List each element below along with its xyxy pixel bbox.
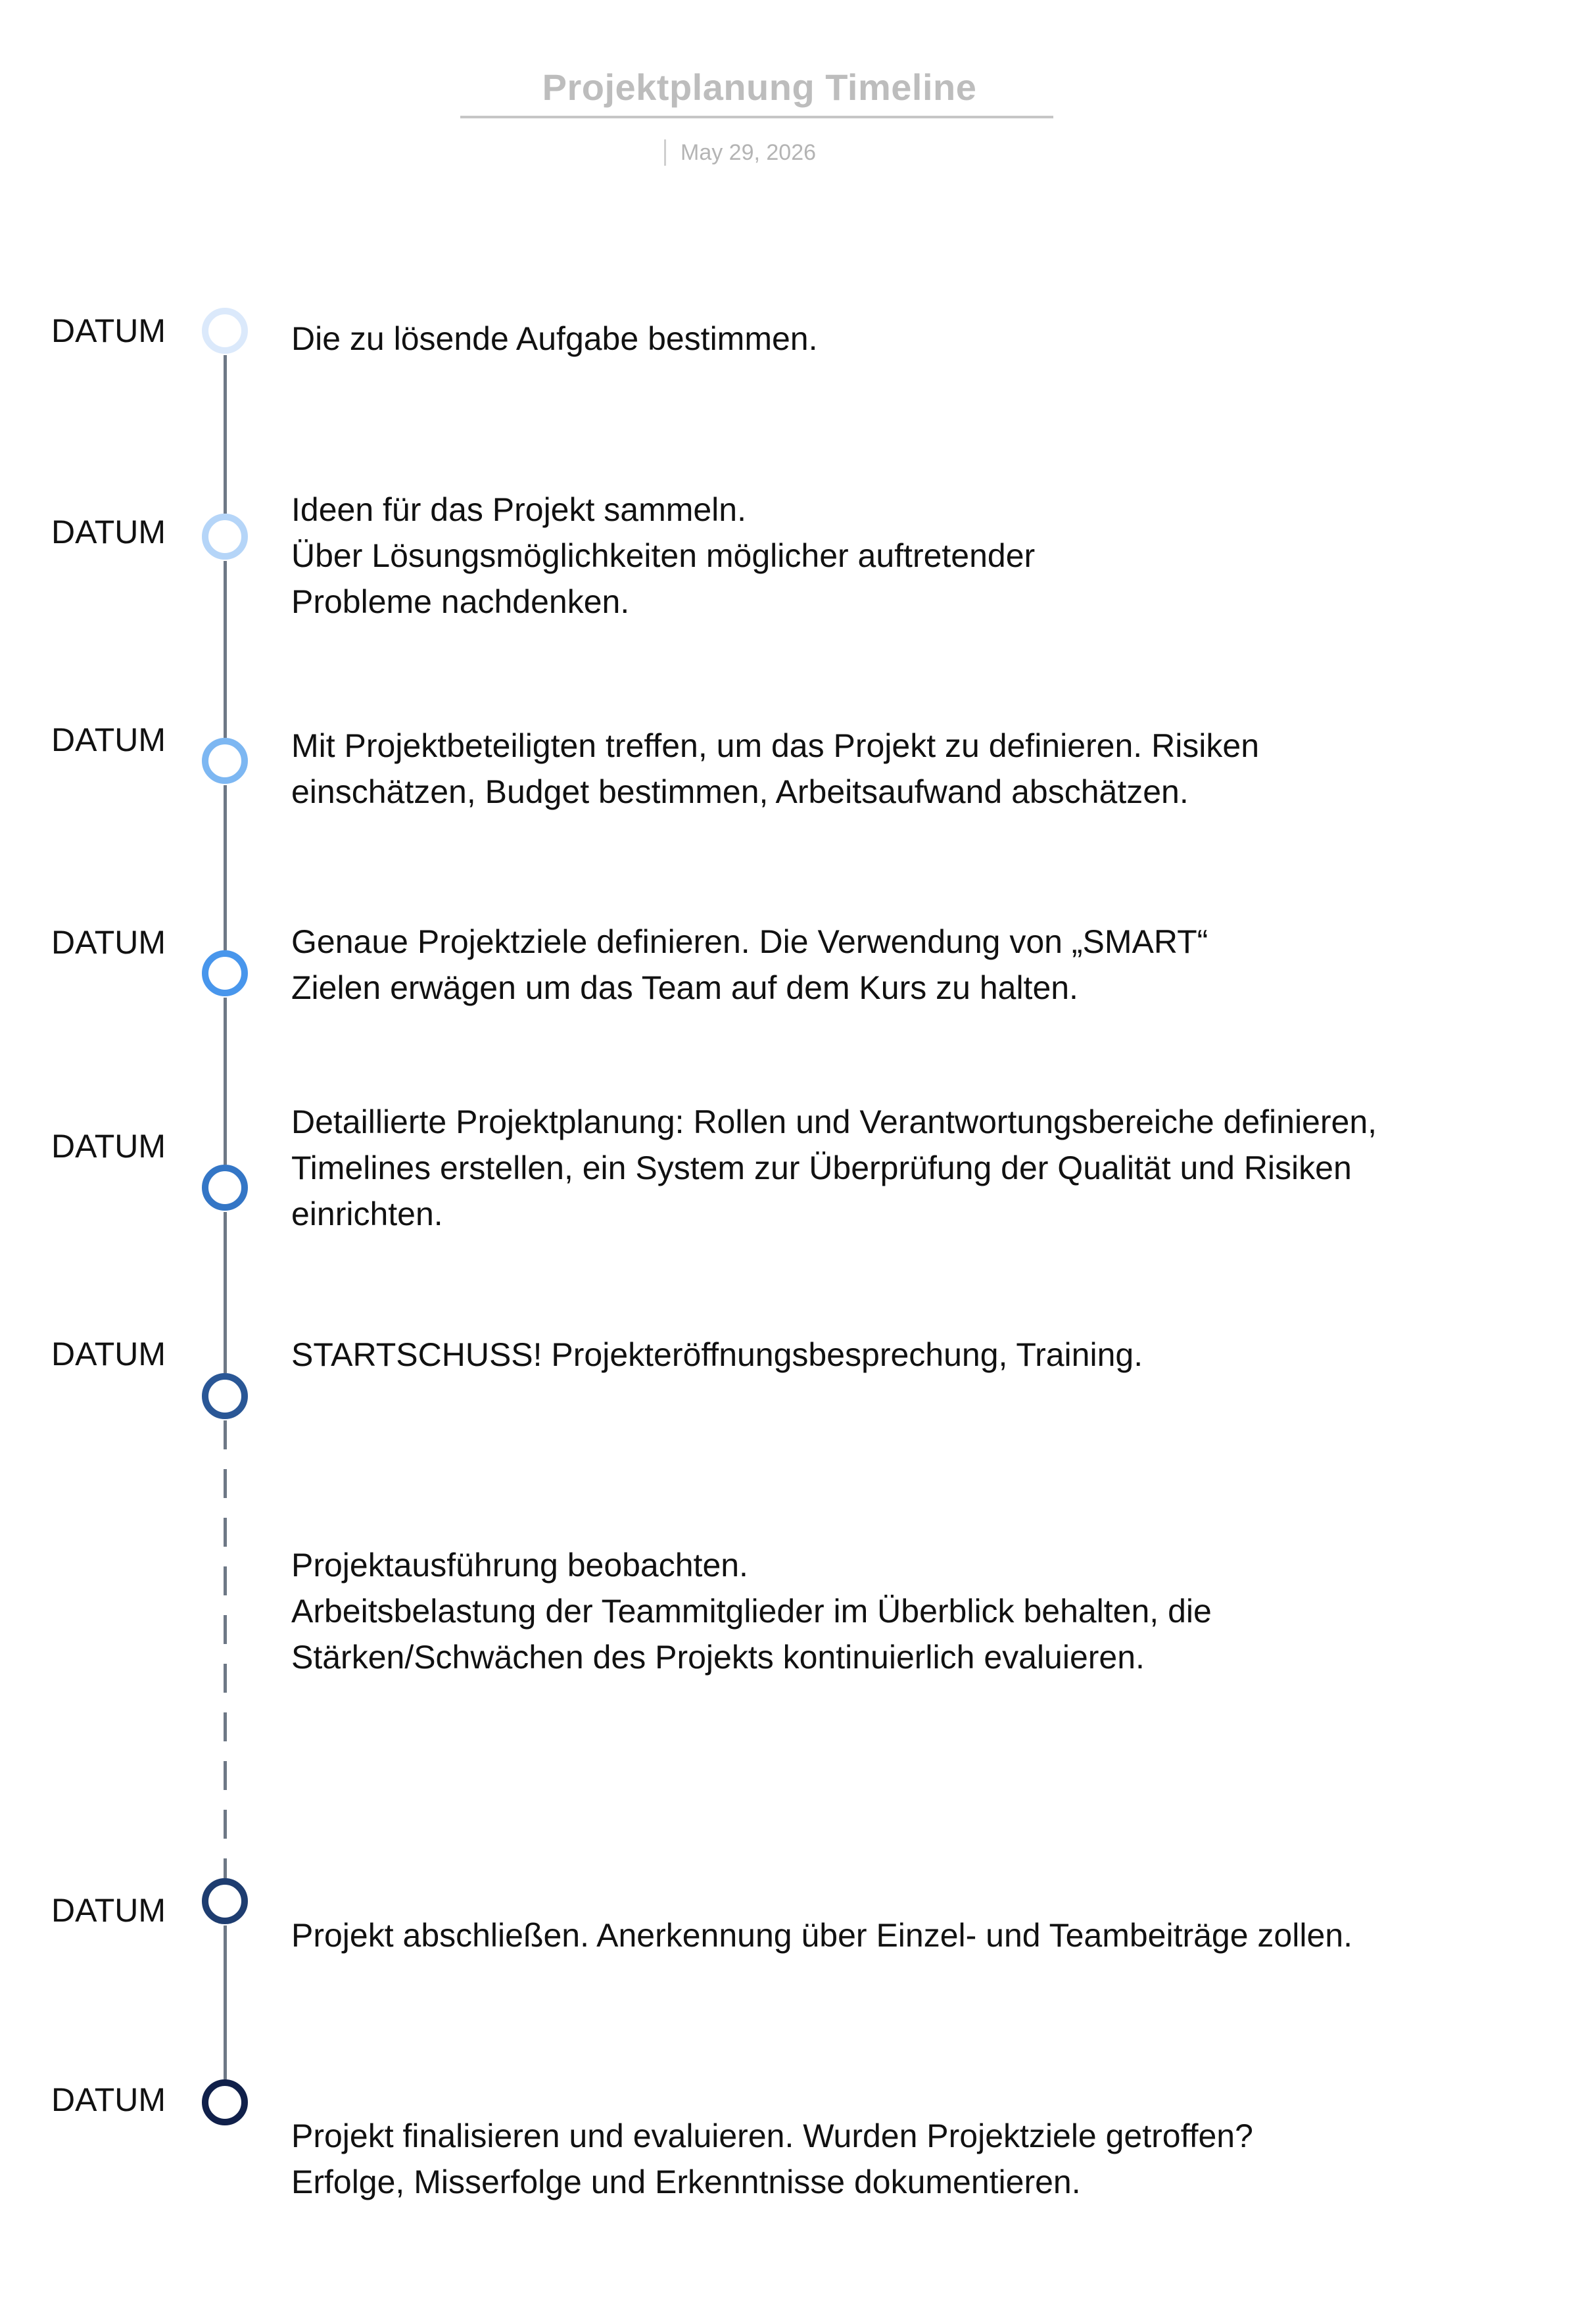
date-label: DATUM — [51, 1128, 166, 1165]
date-label: DATUM — [51, 2081, 166, 2118]
milestone-text — [291, 2113, 1253, 2205]
text-line: Erfolge, Misserfolge und Erkenntnisse dokumentieren. — [291, 2164, 1081, 2200]
text-line: einrichten. — [291, 1196, 443, 1232]
timeline-connector — [224, 561, 227, 738]
milestone-text — [291, 316, 818, 362]
timeline-node — [202, 1878, 248, 1924]
milestone-text — [291, 1542, 1212, 1680]
date-label: DATUM — [51, 514, 166, 550]
document-date: May 29, 2026 — [681, 139, 817, 165]
text-line: Timelines erstellen, ein System zur Überprüfung der Qualität und Risiken — [291, 1150, 1352, 1186]
date-label: DATUM — [51, 924, 166, 961]
timeline-connector — [224, 1212, 227, 1373]
text-line: Projektausführung beobachten. — [291, 1547, 748, 1584]
date-label: DATUM — [51, 1892, 166, 1929]
page-title: Projektplanung Timeline — [542, 66, 977, 108]
timeline-node — [202, 514, 248, 560]
timeline-node — [202, 738, 248, 784]
timeline-connector-dashed — [224, 1420, 227, 1878]
date-line — [664, 138, 816, 167]
text-line: Stärken/Schwächen des Projekts kontinuierlich evaluieren. — [291, 1639, 1145, 1676]
timeline-connector — [224, 998, 227, 1165]
timeline-node — [202, 2079, 248, 2125]
text-line: Ideen für das Projekt sammeln. — [291, 491, 746, 528]
date-label: DATUM — [51, 312, 166, 349]
text-line: Projekt abschließen. Anerkennung über Einzel- und Teambeiträge zollen. — [291, 1917, 1352, 1954]
milestone-text — [291, 1332, 1143, 1378]
text-line: Über Lösungsmöglichkeiten möglicher auftretender — [291, 537, 1036, 574]
text-line: Detaillierte Projektplanung: Rollen und Verantwortungsbereiche definieren, — [291, 1103, 1377, 1140]
milestone-text — [291, 723, 1259, 815]
timeline-connector — [224, 355, 227, 514]
text-line: Arbeitsbelastung der Teammitglieder im Überblick behalten, die — [291, 1593, 1212, 1630]
timeline-connector — [224, 1925, 227, 2079]
timeline-node — [202, 308, 248, 354]
title-underline — [460, 116, 1053, 118]
date-divider — [664, 139, 666, 166]
date-label: DATUM — [51, 721, 166, 758]
timeline-node — [202, 950, 248, 996]
text-line: STARTSCHUSS! Projekteröffnungsbesprechung, Training. — [291, 1336, 1143, 1373]
timeline-connector — [224, 785, 227, 950]
text-line: Probleme nachdenken. — [291, 583, 630, 620]
milestone-text — [291, 1099, 1377, 1237]
text-line: Genaue Projektziele definieren. Die Verwendung von „SMART“ — [291, 923, 1208, 960]
text-line: Die zu lösende Aufgabe bestimmen. — [291, 320, 818, 357]
milestone-text — [291, 487, 1035, 625]
date-label: DATUM — [51, 1336, 166, 1372]
text-line: Projekt finalisieren und evaluieren. Wurden Projektziele getroffen? — [291, 2118, 1253, 2154]
timeline-node — [202, 1165, 248, 1211]
text-line: Mit Projektbeteiligten treffen, um das Projekt zu definieren. Risiken — [291, 727, 1260, 764]
milestone-text — [291, 919, 1208, 1011]
text-line: einschätzen, Budget bestimmen, Arbeitsaufwand abschätzen. — [291, 773, 1189, 810]
text-line: Zielen erwägen um das Team auf dem Kurs zu halten. — [291, 969, 1078, 1006]
timeline-node — [202, 1373, 248, 1419]
milestone-text — [291, 1912, 1352, 1958]
